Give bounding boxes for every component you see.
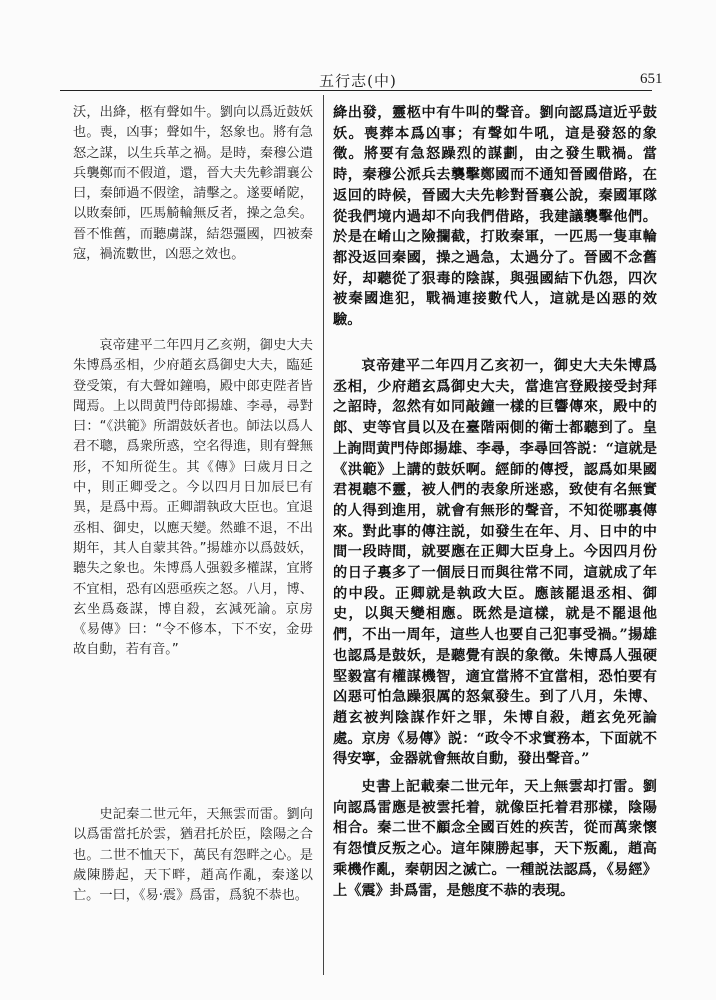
- classical-text: 哀帝建平二年四月乙亥朔，御史大夫朱博爲丞相，少府趙玄爲御史大夫，臨延登受策，有大聲如鐘鳴，殿中郎吏陛者皆聞焉。上以問黄門侍郎揚雄、李尋，尋對曰：“《洪範》所謂鼓妖者也。師法以爲人君不聰，爲衆所惑，空名得進，則有聲無形，不知所從生。其《傳》曰歲月日之中，則正卿受之。今以四月日加辰巳有異，是爲中焉。正卿謂執政大臣也。宜退丞相、御史，以應天變。然雖不退，不出期年，其人自蒙其咎。”揚雄亦以爲鼓妖，聽失之象也。朱博爲人强毅多權謀，宜將不宜相，恐有凶惡亟疾之怒。八月，博、玄坐爲姦謀，博自殺，玄減死論。京房《易傳》曰：“令不修本，下不安，金毋故自動，若有音。”: [73, 338, 313, 658]
- translation-paragraph-2: [333, 356, 657, 770]
- classical-text: 沃，出絳，柩有聲如牛。劉向以爲近鼓妖也。喪，凶事；聲如牛，怒象也。將有急怒之謀，以生兵革之禍。是時，秦穆公遣兵襲鄭而不假道，還，晉大夫先軫謂襄公曰，秦師過不假塗，請擊之。遂要崤阸，以敗秦師，匹馬觭輪無反者，操之急矣。晉不惟舊，而聽虜謀，結怨彊國，四被秦寇，禍流數世，凶惡之效也。: [73, 105, 313, 263]
- translation-text: 史書上記載秦二世元年，天上無雲却打雷。劉向認爲雷應是被雲托着，就像臣托着君那樣，陰陽相合。秦二世不顧念全國百姓的疾苦，從而萬衆懷有怨憤反叛之心。這年陳勝起事，天下叛亂，趙高乘機作亂，秦朝因之滅亡。一種説法認爲，《易經》上《震》卦爲雷，是態度不恭的表現。: [333, 779, 657, 899]
- classical-text: 史記秦二世元年，天無雲而雷。劉向以爲雷當托於雲，猶君托於臣，陰陽之合也。二世不恤天下，萬民有怨畔之心。是歲陳勝起，天下畔，趙高作亂，秦遂以亡。一曰，《易·震》爲雷，爲貌不恭也。: [73, 807, 313, 904]
- translation-paragraph-1: [333, 103, 657, 331]
- page-title: 五行志(中): [319, 72, 397, 90]
- classical-text-paragraph-1: [73, 103, 313, 265]
- header-rule: [60, 90, 652, 91]
- page-number: 651: [640, 71, 663, 87]
- translation-paragraph-3: [333, 777, 657, 901]
- column-divider: [323, 95, 324, 975]
- classical-text-paragraph-2: [73, 336, 313, 661]
- translation-text: 哀帝建平二年四月乙亥初一，御史大夫朱博爲丞相，少府趙玄爲御史大夫，當進宫登殿接受封拜之詔時，忽然有如同敲鐘一樣的巨響傳來，殿中的郎、吏等官員以及在臺階兩側的衛士都聽到了。皇上詢問黄門侍郎揚雄、李尋，李尋回答説：“這就是《洪範》上講的鼓妖啊。經師的傳授，認爲如果國君視聽不靈，被人們的表象所迷惑，致使有名無實的人得到進用，就會有無形的聲音，不知從哪裏傳來。對此事的傳注説，如發生在年、月、日中的中間一段時間，就要應在正卿大臣身上。今因四月份的日子裏多了一個辰日而與往常不同，這就成了年的中段。正卿就是執政大臣。應該罷退丞相、御史，以與天變相應。既然是這樣，就是不罷退他們，不出一周年，這些人也要自己犯事受禍。”揚雄也認爲是鼓妖，是聽覺有誤的象徵。朱博爲人强硬堅毅富有權謀機智，適宜當將不宜當相，恐怕要有凶惡可怕急躁狠厲的怒氣發生。到了八月，朱博、趙玄被判陰謀作奸之罪，朱博自殺，趙玄免死論處。京房《易傳》説：“政令不求實務本，下面就不得安寧，金器就會無故自動，發出聲音。”: [333, 358, 657, 768]
- translation-text: 絳出發，靈柩中有牛叫的聲音。劉向認爲這近乎鼓妖。喪葬本爲凶事；有聲如牛吼，這是發怒的象徵。將要有急怒躁烈的謀劃，由之發生戰禍。當時，秦穆公派兵去襲擊鄭國而不通知晉國借路，在返回的時候，晉國大夫先軫對晉襄公說，秦國軍隊從我們境内過却不向我們借路，我建議襲擊他們。於是在崤山之險攔截，打敗秦軍，一匹馬一隻車輪都没返回秦國，操之過急，太過分了。晉國不念舊好，却聽從了狠毒的陰謀，與强國結下仇怨，四次被秦國進犯，戰禍連接數代人，這就是凶惡的效驗。: [333, 105, 657, 329]
- classical-text-paragraph-3: [73, 805, 313, 906]
